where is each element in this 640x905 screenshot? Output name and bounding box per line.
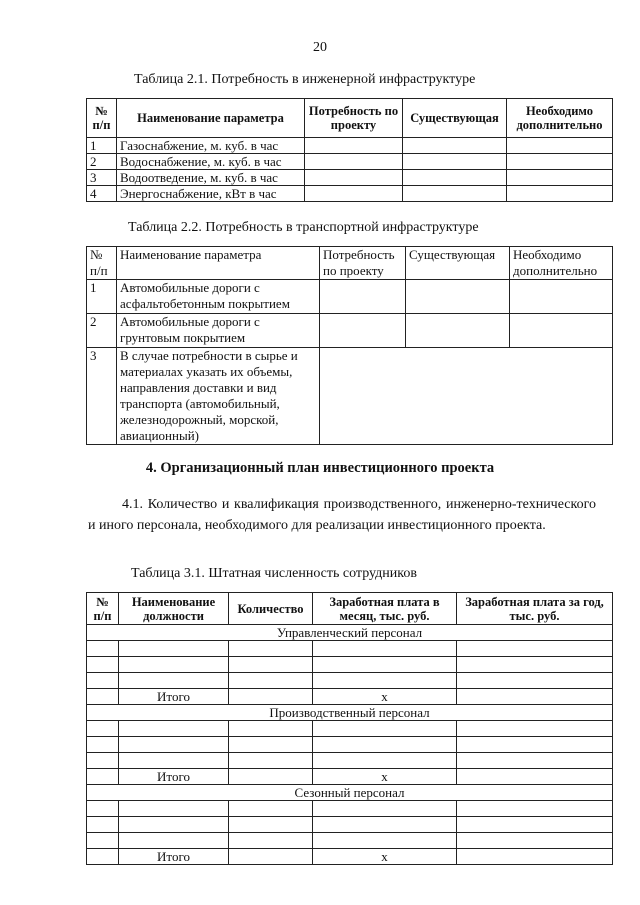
table-2-1 [86,98,613,202]
table-row [87,154,613,170]
total-row [87,769,613,785]
table-2-1-caption: Таблица 2.1. Потребность в инженерной инфраструктуре [134,72,476,87]
table-3-1 [86,592,613,865]
row-parameter: В случае потребности в сырье и материалах указать их объемы, направления доставки и вид транспорта (автомобильный, железнодорожный, морской, авиационный) [117,348,320,445]
row-parameter: Водоснабжение, м. куб. в час [117,154,305,170]
header-additional: Необходимо дополнительно [510,247,613,280]
table-row [87,673,613,689]
table-row [87,833,613,849]
header-required: Потребность по проекту [320,247,406,280]
header-quantity: Количество [229,593,313,625]
row-number: 3 [87,348,117,445]
row-number: 2 [87,314,117,348]
table-row [87,657,613,673]
row-number: 1 [87,138,117,154]
header-position: Наименование должности [119,593,229,625]
group-title: Производственный персонал [87,705,613,721]
total-label: Итого [119,689,229,705]
header-additional: Необходимо дополнительно [507,99,613,138]
header-number: № п/п [87,99,117,138]
table-row [87,737,613,753]
page-number: 20 [313,40,327,55]
row-parameter: Автомобильные дороги с асфальтобетонным покрытием [117,280,320,314]
table-row [87,280,613,314]
table-row [87,186,613,202]
total-mark: х [313,849,457,865]
table-3-1-caption: Таблица 3.1. Штатная численность сотрудников [131,566,417,581]
section-title: 4. Организационный план инвестиционного проекта [145,460,495,476]
merged-empty-cell [320,348,613,445]
header-existing: Существующая [406,247,510,280]
group-title: Управленческий персонал [87,625,613,641]
table-row [87,817,613,833]
table-row [87,170,613,186]
section-paragraph [88,494,596,536]
table-2-2 [86,246,613,445]
header-salary-year: Заработная плата за год, тыс. руб. [457,593,613,625]
group-header-production [87,705,613,721]
total-label: Итого [119,769,229,785]
row-parameter: Энергоснабжение, кВт в час [117,186,305,202]
header-number: № п/п [87,593,119,625]
total-label: Итого [119,849,229,865]
row-number: 2 [87,154,117,170]
table-row [87,753,613,769]
row-parameter: Водоотведение, м. куб. в час [117,170,305,186]
paragraph-text: 4.1. Количество и квалификация производственного, инженерно-технического и иного персонала, необходимого для реализации инвестиционного проекта. [88,497,596,533]
row-number: 4 [87,186,117,202]
total-row [87,849,613,865]
header-existing: Существующая [403,99,507,138]
header-salary-month: Заработная плата в месяц, тыс. руб. [313,593,457,625]
table-2-2-caption: Таблица 2.2. Потребность в транспортной инфраструктуре [128,220,479,235]
group-header-management [87,625,613,641]
group-title: Сезонный персонал [87,785,613,801]
total-mark: х [313,689,457,705]
table-row [87,348,613,445]
total-mark: х [313,769,457,785]
table-row [87,721,613,737]
header-parameter: Наименование параметра [117,247,320,280]
row-parameter: Газоснабжение, м. куб. в час [117,138,305,154]
table-row [87,641,613,657]
group-header-seasonal [87,785,613,801]
header-parameter: Наименование параметра [117,99,305,138]
row-parameter: Автомобильные дороги с грунтовым покрытием [117,314,320,348]
table-row [87,801,613,817]
table-row [87,138,613,154]
row-number: 3 [87,170,117,186]
header-required: Потребность по проекту [305,99,403,138]
total-row [87,689,613,705]
header-number: № п/п [87,247,117,280]
table-row [87,314,613,348]
row-number: 1 [87,280,117,314]
